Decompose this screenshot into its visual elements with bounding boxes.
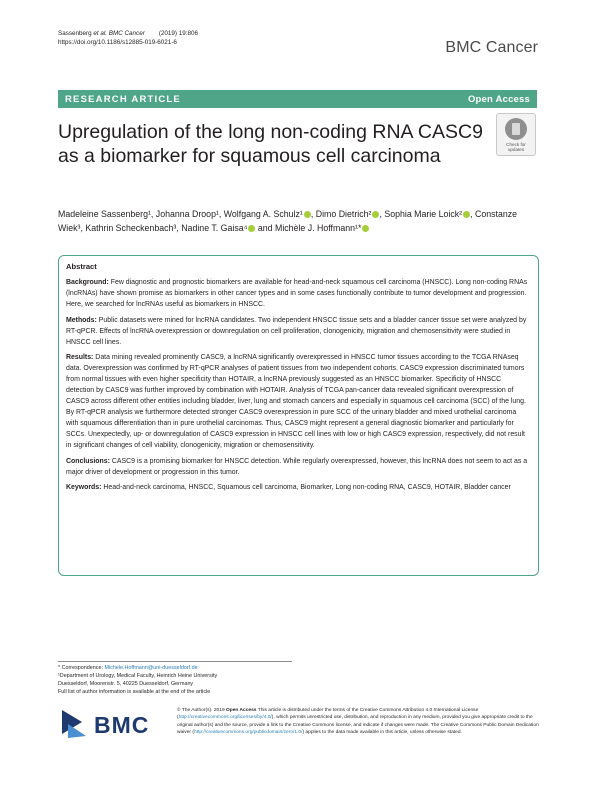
check-for-updates-label: Check for updates [506, 142, 526, 153]
citation-year-pages: (2019) 19:806 [158, 30, 199, 37]
article-type-banner [58, 90, 537, 108]
license-text: © The Author(s). 2019 Open Access This article is distributed under the terms of the Creative Commons Attribution 4.0 International License (http://creativecommons.org/licenses/by/4.0/), which permits unrestricted use, distribution, and reproduction in any medium, provided you give appropriate credit to the original author(s) and the source, provide a link to the Creative Commons license, and indicate if changes were made. The Creative Commons Public Domain Dedication waiver (http://creativecommons.org/publicdomain/zero/1.0/) applies to the data made available in this article, unless otherwise stated. [177, 708, 539, 736]
journal-name: BMC Cancer [445, 39, 538, 56]
bookmark-icon [505, 118, 527, 140]
abstract-methods: Methods: Public datasets were mined for lncRNA candidates. Two independent HNSCC tissue sets and a bladder cancer tissue set were analyzed by RT-qPCR. Effects of lncRNA overexpression or downregulation on cell proliferation, clonogenicity, migration and chemosensitivity were studied in HNSCC cell lines. [66, 316, 527, 346]
bmc-logo [62, 708, 172, 740]
article-type-label: RESEARCH ARTICLE [65, 93, 181, 105]
correspondence-block [58, 664, 308, 696]
abstract-results: Results: Data mining revealed prominently CASC9, a lncRNA significantly overexpressed in HNSCC tumor tissues according to the TCGA RNAseq data. Overexpression was confirmed by RT-qPCR analyses of patient tissues from two independent cohorts. CASC9 expression discriminated tumors from normal tissues with even higher specificity than HOTAIR, a lncRNA previously suggested as an HNSCC biomarker. Specificity of HNSCC detection by CASC9 was further improved by combination with HOTAIR. Analysis of TCGA pan-cancer data revealed significant overexpression of CASC9 across different other entities including bladder, liver, lung and stomach cancers and especially in squamous cell carcinoma (SCC) of the lung. By RT-qPCR analysis we furthermore detected stronger CASC9 overexpression in pure SCC of the urinary bladder and mixed urothelial carcinoma with squamous differentiation than in pure urothelial carcinomas. Thus, CASC9 might represent a general diagnostic biomarker and particularly for SCCs. Unexpectedly, up- or downregulation of CASC9 expression in HNSCC cell lines with low or high CASC9 expression, respectively, did not result in significant changes of cell viability, clonogenicity, migration or chemosensitivity. [66, 354, 526, 449]
affiliation-line: ¹Department of Urology, Medical Faculty, Heinrich Heine University [58, 673, 218, 679]
author-info-note: Full list of author information is available at the end of the article [58, 689, 211, 695]
citation-header [58, 29, 198, 47]
authors-segment: , Dimo Dietrich² [310, 209, 372, 219]
citation-authors: Sassenberg [58, 30, 94, 37]
citation-journal: et al. BMC Cancer [93, 30, 145, 37]
authors-segment: , Sophia Marie Loick² [379, 209, 463, 219]
open-access-label: Open Access [467, 93, 530, 105]
correspondence-email[interactable]: Michele.Hoffmann@uni-duesseldorf.de [104, 665, 198, 671]
footnote-divider [58, 661, 292, 662]
author-list [58, 207, 538, 235]
affiliation-line: Duesseldorf, Moorenstr. 5, 40225 Duesseldorf, Germany [58, 681, 194, 687]
abstract-background: Background: Few diagnostic and prognostic biomarkers are available for head-and-neck squamous cell carcinoma (HNSCC). Long non-coding RNAs (lncRNAs) have shown promise as biomarkers in other cancer types and in some cases functionally contribute to tumor development and progression. Here, we searched for lncRNAs useful as biomarkers in HNSCC. [66, 279, 528, 308]
bmc-logo-triangle-light [68, 724, 86, 738]
article-title: Upregulation of the long non-coding RNA CASC9 as a biomarker for squamous cell carcinoma [58, 121, 483, 167]
abstract-heading: Abstract [66, 262, 97, 271]
abstract-box [58, 255, 539, 576]
doi-link[interactable]: https://doi.org/10.1186/s12885-019-6021-6 [58, 39, 177, 46]
authors-segment: and Michèle J. Hoffmann¹* [255, 223, 362, 233]
orcid-icon[interactable] [304, 211, 311, 218]
abstract-keywords: Keywords: Head-and-neck carcinoma, HNSCC, Squamous cell carcinoma, Biomarker, Long non-coding RNA, CASC9, HOTAIR, Bladder cancer [66, 484, 511, 492]
orcid-icon[interactable] [362, 225, 369, 232]
license-link[interactable]: http://creativecommons.org/licenses/by/4.0/ [178, 715, 272, 721]
check-for-updates-badge[interactable] [496, 113, 536, 156]
public-domain-link[interactable]: http://creativecommons.org/publicdomain/zero/1.0/ [193, 730, 303, 736]
bmc-logo-text: BMC [94, 712, 150, 738]
authors-segment: , Constanze Wiek³, Kathrin Scheckenbach³, Nadine T. Gaisa⁴ [58, 209, 518, 233]
abstract-conclusions: Conclusions: CASC9 is a promising biomarker for HNSCC detection. While regularly overexpressed, however, this lncRNA does not seem to act as a major driver of development or progression in this tumor. [66, 457, 528, 476]
correspondence-label: * Correspondence: [58, 665, 105, 671]
authors-segment: Madeleine Sassenberg¹, Johanna Droop¹, Wolfgang A. Schulz¹ [58, 209, 303, 219]
